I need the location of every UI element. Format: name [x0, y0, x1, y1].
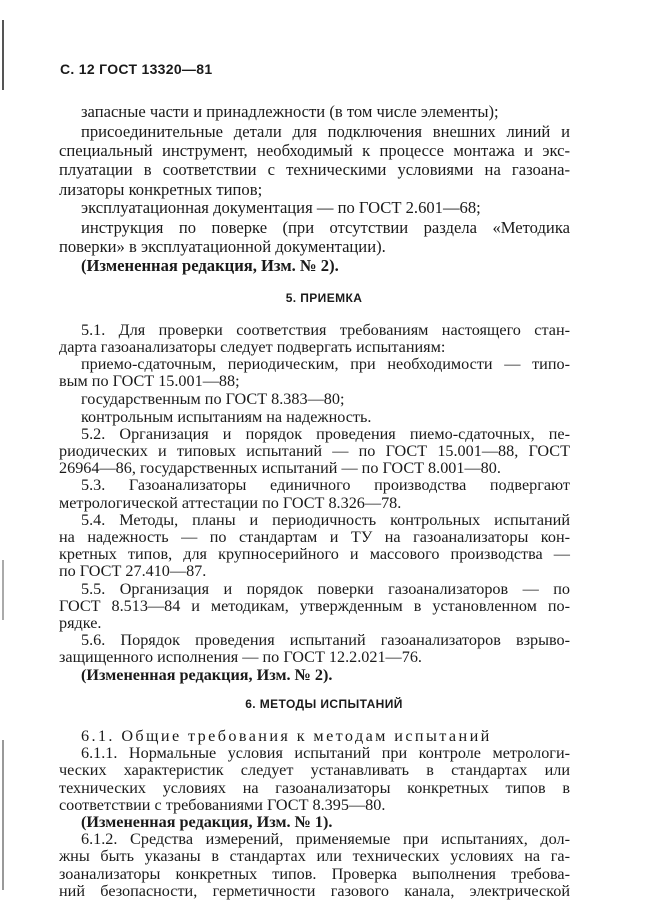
text-line: поверки» в эксплуатационной документации). [59, 237, 386, 256]
text-line: специальный инструмент, необходимый к процессе монтажа и экс- [59, 141, 570, 160]
text-line: технических условиях на газоанализаторы конкретных типов в [59, 778, 570, 797]
text-line: зоанализаторы конкретных типов. Проверка выполнения требова- [59, 864, 570, 883]
text-line: приемо-сдаточным, периодическим, при необходимости — типо- [81, 355, 570, 374]
text-line: на надежность — по стандартам и ТУ на газоанализаторы кон- [59, 527, 570, 546]
text-line: лизаторы конкретных типов; [59, 180, 263, 199]
amendment-note: (Измененная редакция, Изм. № 2). [81, 665, 333, 684]
text-line: инструкция по поверке (при отсутствии раздела «Методика [81, 218, 570, 237]
text-line: по ГОСТ 27.410—87. [59, 562, 207, 581]
text-line: вым по ГОСТ 15.001—88; [59, 372, 240, 391]
amendment-note: (Измененная редакция, Изм. № 2). [81, 256, 339, 275]
text-line: 6.1.1. Нормальные условия испытаний при контроле метрологи- [81, 744, 570, 763]
text-line: жны быть указаны в стандартах или технических условиях на га- [59, 847, 570, 866]
text-line: эксплуатационная документация — по ГОСТ 2.601—68; [81, 198, 481, 217]
text-line: государственным по ГОСТ 8.383—80; [81, 389, 345, 408]
text-line: дарта газоанализаторы следует подвергать испытаниям: [59, 337, 446, 356]
text-line: рядке. [59, 613, 102, 632]
section-heading: 6. МЕТОДЫ ИСПЫТАНИЙ [245, 697, 403, 712]
text-line: 5.1. Для проверки соответствия требованиям настоящего стан- [81, 320, 570, 339]
text-line: метрологической аттестации по ГОСТ 8.326—78. [59, 493, 402, 512]
text-line: защищенного исполнения — по ГОСТ 12.2.021—76. [59, 648, 422, 667]
text-line: контрольным испытаниям на надежность. [81, 407, 372, 426]
scan-edge-mark [2, 740, 4, 890]
text-line: присоединительные детали для подключения внешних линий и [81, 122, 570, 141]
text-line: ГОСТ 8.513—84 и методикам, утвержденным в установленном по- [59, 596, 570, 615]
section-heading: 5. ПРИЕМКА [285, 290, 363, 305]
subsection-title: 6.1. Общие требования к методам испытаний [81, 727, 492, 746]
text-line: риодических и типовых испытаний — по ГОСТ 15.001—88, ГОСТ [59, 441, 570, 460]
text-line: кретных типов, для крупносерийного и массового производства — [59, 545, 570, 564]
text-line: плуатации в соответствии с техническими условиями на газоана- [59, 160, 570, 179]
text-line: соответствии с требованиями ГОСТ 8.395—80. [59, 795, 386, 814]
text-line: 5.3. Газоанализаторы единичного производства подвергают [81, 476, 570, 495]
text-line: 5.2. Организация и порядок проведения пиемо-сдаточных, пе- [81, 424, 570, 443]
scan-edge-mark [2, 20, 4, 90]
text-line: 5.4. Методы, планы и периодичность контрольных испытаний [81, 510, 570, 529]
text-line: ческих характеристик следует устанавливать в стандартах или [59, 761, 570, 780]
text-line: запасные части и принадлежности (в том числе элементы); [81, 102, 499, 121]
scan-edge-mark [2, 560, 4, 620]
text-line: 6.1.2. Средства измерений, применяемые при испытаниях, дол- [81, 830, 570, 849]
text-line: 26964—86, государственных испытаний — по ГОСТ 8.001—80. [59, 459, 501, 478]
text-line: ний безопасности, герметичности газового канала, электрической [59, 881, 570, 900]
text-line: 5.6. Порядок проведения испытаний газоанализаторов взрыво- [81, 631, 570, 650]
amendment-note: (Измененная редакция, Изм. № 1). [81, 813, 333, 832]
text-line: 5.5. Организация и порядок поверки газоанализаторов — по [81, 579, 570, 598]
page-header: С. 12 ГОСТ 13320—81 [60, 61, 213, 77]
